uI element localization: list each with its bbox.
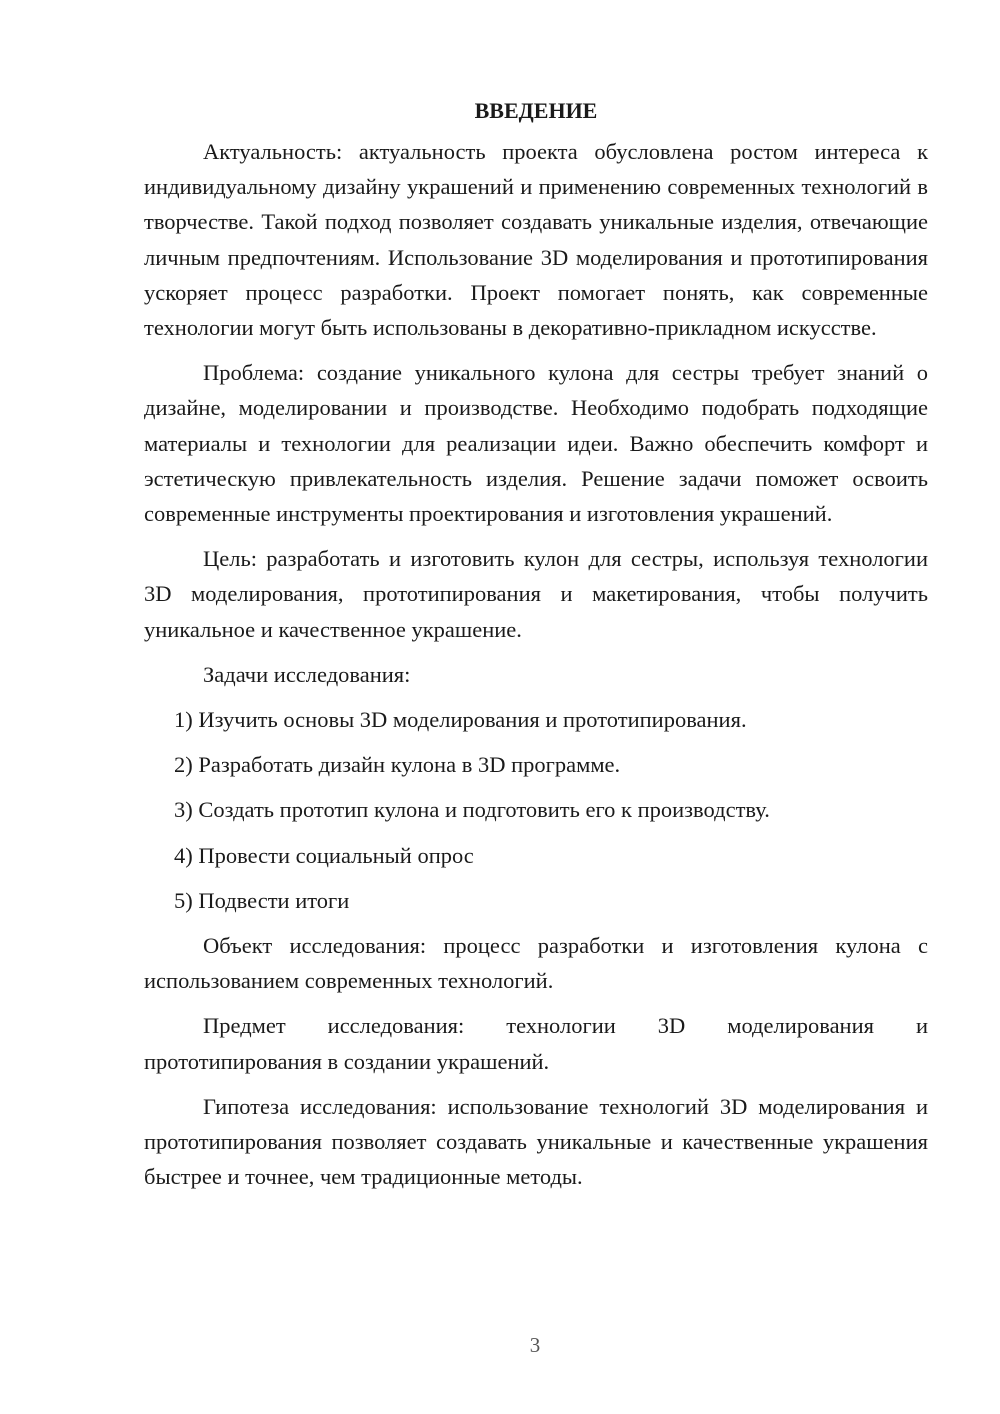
problem-paragraph: Проблема: создание уникального кулона для сестры требует знаний о дизайне, моделировании и производстве. Необходимо подобрать подходящие материалы и технологии для реализации идеи. Важно обеспечить комфорт и эстетическую привлекательность изделия. Решение задачи поможет освоить современные инструменты проектирования и изготовления украшений. [144,360,928,527]
task-item: 4) Провести социальный опрос [174,842,474,868]
task-item: 5) Подвести итоги [174,887,350,913]
tasks-list [144,702,928,918]
hypothesis-paragraph: Гипотеза исследования: использование технологий 3D моделирования и прототипирования позволяет создавать уникальные и качественные украшения быстрее и точнее, чем традиционные методы. [144,1093,928,1190]
section-title: ВВЕДЕНИЕ [474,98,598,123]
page-number: 3 [529,1333,541,1357]
task-item: 1) Изучить основы 3D моделирования и прототипирования. [174,707,747,733]
relevance-paragraph: Актуальность: актуальность проекта обусловлена ростом интереса к индивидуальному дизайну украшений и применению современных технологий в творчестве. Такой подход позволяет создавать уникальные изделия, отвечающие личным предпочтениям. Использование 3D моделирования и прототипирования ускоряет процесс разработки. Проект помогает понять, как современные технологии могут быть использованы в декоративно-прикладном искусстве. [144,139,928,341]
task-item: 2) Разработать дизайн кулона в 3D программе. [174,752,621,778]
subject-paragraph: Предмет исследования: технологии 3D моделирования и прототипирования в создании украшений. [144,1013,928,1074]
object-paragraph: Объект исследования: процесс разработки и изготовления кулона с использованием современных технологий. [144,933,928,994]
task-item: 3) Создать прототип кулона и подготовить его к производству. [174,797,770,823]
tasks-heading: Задачи исследования: [203,661,411,687]
goal-paragraph: Цель: разработать и изготовить кулон для сестры, используя технологии 3D моделирования, прототипирования и макетирования, чтобы получить уникальное и качественное украшение. [144,546,928,642]
document-page [144,93,928,1204]
